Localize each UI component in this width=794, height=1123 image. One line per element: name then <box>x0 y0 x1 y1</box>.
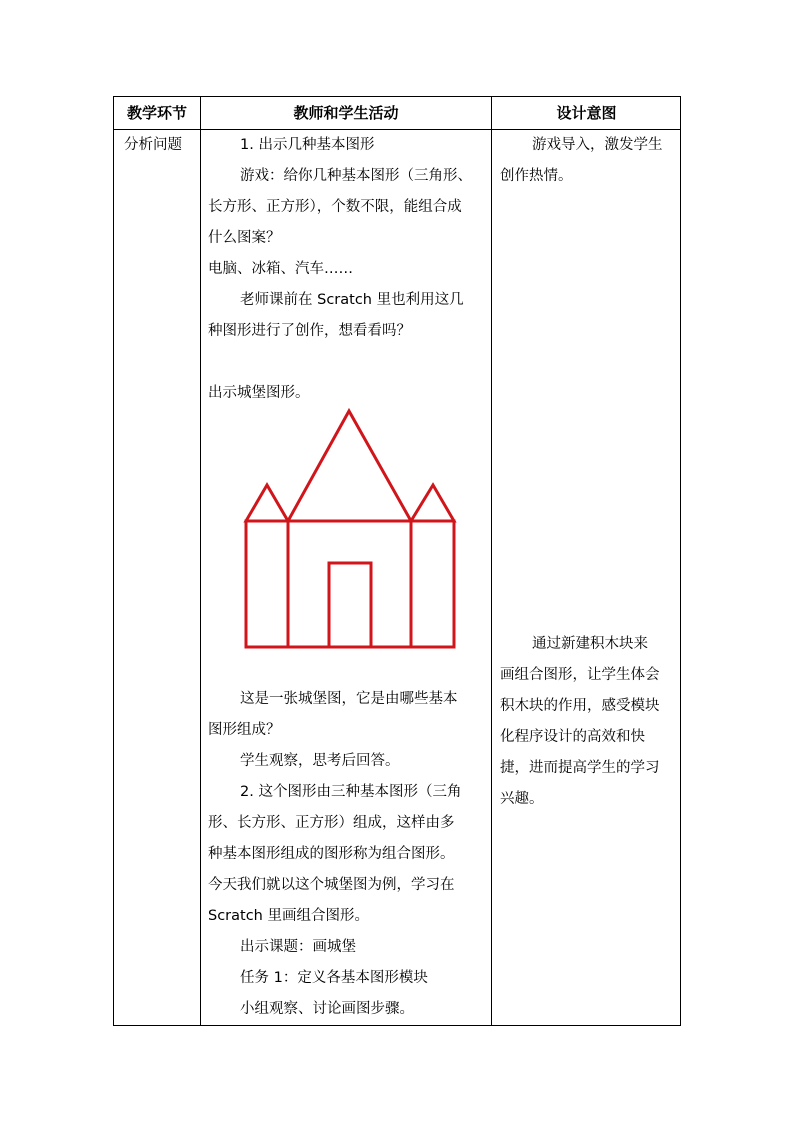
right-tower-triangle <box>411 485 454 521</box>
activity-line: 形、长方形、正方形）组成，这样由多 <box>208 815 455 831</box>
intent-lower <box>500 629 660 815</box>
door-rect <box>329 563 371 647</box>
activity-line: 今天我们就以这个城堡图为例，学习在 <box>208 877 455 893</box>
right-tower-rect <box>411 521 454 647</box>
intent-line: 游戏导入，激发学生 <box>532 137 663 153</box>
header-activity: 教师和学生活动 <box>293 104 399 122</box>
intent-line: 捷，进而提高学生的学习 <box>500 760 660 776</box>
lesson-table <box>113 96 681 1026</box>
activity-line: 什么图案？ <box>208 230 281 246</box>
activity-line: 种基本图形组成的图形称为组合图形。 <box>208 846 455 862</box>
activity-line: 老师课前在 Scratch 里也利用这几 <box>240 292 464 308</box>
intent-line: 化程序设计的高效和快 <box>500 729 645 745</box>
activity-line: 图形组成？ <box>208 722 281 738</box>
roof-triangle <box>288 411 411 521</box>
activity-line: 游戏：给你几种基本图形（三角形、 <box>240 168 472 184</box>
activity-line: 2. 这个图形由三种基本图形（三角 <box>240 784 462 800</box>
activity-lower <box>208 684 461 1025</box>
intent-line: 通过新建积木块来 <box>532 636 648 652</box>
activity-line: 种图形进行了创作，想看看吗？ <box>208 323 411 339</box>
left-tower-triangle <box>246 485 288 521</box>
activity-line: 这是一张城堡图，它是由哪些基本 <box>240 691 458 707</box>
intent-line: 积木块的作用，感受模块 <box>500 698 660 714</box>
activity-line: 长方形、正方形），个数不限，能组合成 <box>208 199 462 215</box>
activity-line: 小组观察、讨论画图步骤。 <box>240 1001 414 1017</box>
activity-line: Scratch 里画组合图形。 <box>208 908 369 924</box>
left-tower-rect <box>246 521 288 647</box>
castle-image <box>241 409 456 649</box>
column-divider <box>200 97 201 1025</box>
intent-line: 画组合图形，让学生体会 <box>500 667 660 683</box>
column-divider <box>491 97 492 1025</box>
activity-line: 任务 1：定义各基本图形模块 <box>240 970 428 986</box>
activity-line: 电脑、冰箱、汽车…… <box>208 261 353 277</box>
activity-line: 学生观察，思考后回答。 <box>240 753 400 769</box>
intent-upper <box>500 130 663 192</box>
activity-line: 1. 出示几种基本图形 <box>240 137 375 153</box>
activity-line: 出示课题：画城堡 <box>240 939 356 955</box>
activity-line: 出示城堡图形。 <box>208 385 310 401</box>
header-intent: 设计意图 <box>556 104 617 122</box>
center-square <box>288 521 411 647</box>
stage-cell: 分析问题 <box>124 137 182 153</box>
intent-line: 创作热情。 <box>500 168 573 184</box>
intent-line: 兴趣。 <box>500 791 544 807</box>
header-stage: 教学环节 <box>126 104 187 122</box>
activity-upper <box>208 130 472 409</box>
